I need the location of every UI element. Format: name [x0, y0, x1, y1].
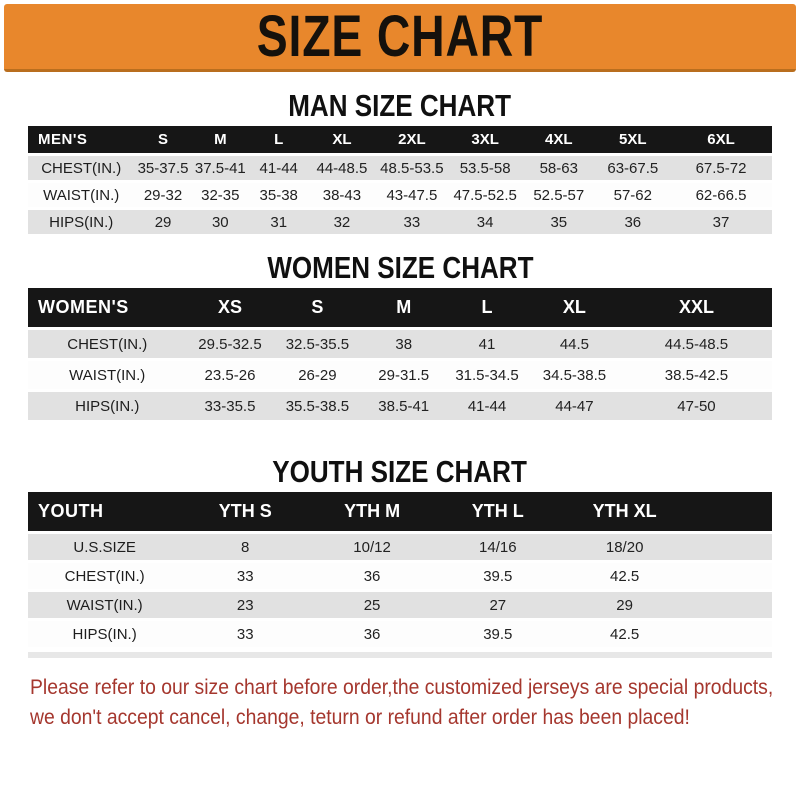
size-column-header: XL — [528, 288, 621, 327]
row-label: HIPS(IN.) — [28, 392, 186, 420]
size-cell: 31.5-34.5 — [446, 361, 528, 389]
size-cell: 43-47.5 — [375, 183, 448, 207]
table-row — [28, 361, 772, 389]
table-row — [28, 534, 772, 560]
size-cell: 25 — [309, 592, 435, 618]
size-cell: 29-31.5 — [361, 361, 446, 389]
row-label: WAIST(IN.) — [28, 592, 181, 618]
size-cell: 38-43 — [308, 183, 375, 207]
size-cell: 23.5-26 — [186, 361, 273, 389]
size-cell: 29 — [134, 210, 191, 234]
men-header-row — [28, 126, 772, 153]
table-row — [28, 563, 772, 589]
table-row — [28, 392, 772, 420]
size-column-header: 3XL — [448, 126, 522, 153]
size-column-header: L — [249, 126, 309, 153]
table-row — [28, 330, 772, 358]
size-column-header: L — [446, 288, 528, 327]
youth-size-table — [28, 489, 772, 650]
size-cell — [689, 563, 772, 589]
size-cell: 48.5-53.5 — [375, 156, 448, 180]
women-header-label: WOMEN'S — [28, 288, 186, 327]
row-label: CHEST(IN.) — [28, 330, 186, 358]
size-cell: 44.5-48.5 — [621, 330, 772, 358]
size-cell: 62-66.5 — [670, 183, 772, 207]
youth-size-chart-heading — [0, 455, 800, 489]
row-label: WAIST(IN.) — [28, 361, 186, 389]
row-label: HIPS(IN.) — [28, 210, 134, 234]
size-cell: 42.5 — [561, 621, 689, 647]
size-column-header: YTH L — [435, 492, 561, 531]
size-cell: 10/12 — [309, 534, 435, 560]
size-column-header: 6XL — [670, 126, 772, 153]
size-cell: 23 — [181, 592, 309, 618]
size-cell: 38.5-41 — [361, 392, 446, 420]
youth-table-bottom-strip — [28, 652, 772, 658]
women-size-table — [28, 285, 772, 423]
size-column-header: XL — [308, 126, 375, 153]
size-cell: 44-48.5 — [308, 156, 375, 180]
size-cell: 53.5-58 — [448, 156, 522, 180]
size-cell: 34 — [448, 210, 522, 234]
man-size-chart-heading — [0, 89, 800, 123]
banner-title: SIZE CHART — [256, 3, 544, 69]
men-size-table — [28, 123, 772, 237]
row-label: WAIST(IN.) — [28, 183, 134, 207]
size-cell: 29-32 — [134, 183, 191, 207]
size-cell: 37 — [670, 210, 772, 234]
size-cell: 47-50 — [621, 392, 772, 420]
size-cell: 36 — [596, 210, 670, 234]
size-chart-banner — [4, 4, 796, 72]
size-cell: 58-63 — [522, 156, 596, 180]
size-cell: 27 — [435, 592, 561, 618]
size-cell: 14/16 — [435, 534, 561, 560]
size-cell: 35.5-38.5 — [274, 392, 362, 420]
size-cell: 44-47 — [528, 392, 621, 420]
men-header-label: MEN'S — [28, 126, 134, 153]
women-header-row — [28, 288, 772, 327]
size-cell: 30 — [192, 210, 249, 234]
size-column-header: XS — [186, 288, 273, 327]
size-cell: 26-29 — [274, 361, 362, 389]
women-size-chart-heading — [0, 251, 800, 285]
women-size-chart-heading-text: WOMEN SIZE CHART — [266, 250, 534, 285]
size-column-header: YTH S — [181, 492, 309, 531]
size-column-header: M — [361, 288, 446, 327]
size-cell: 37.5-41 — [192, 156, 249, 180]
size-column-header: YTH M — [309, 492, 435, 531]
size-cell: 35 — [522, 210, 596, 234]
size-column-header — [689, 492, 772, 531]
size-cell: 31 — [249, 210, 309, 234]
size-cell: 36 — [309, 563, 435, 589]
size-cell: 39.5 — [435, 563, 561, 589]
size-cell: 32 — [308, 210, 375, 234]
size-cell: 41-44 — [249, 156, 309, 180]
man-size-chart-heading-text: MAN SIZE CHART — [288, 88, 512, 123]
youth-header-row — [28, 492, 772, 531]
size-column-header: S — [134, 126, 191, 153]
table-row — [28, 156, 772, 180]
row-label: CHEST(IN.) — [28, 156, 134, 180]
footer-note-line1: Please refer to our size chart before order,the customized jerseys are special products, — [30, 675, 774, 699]
size-cell — [689, 534, 772, 560]
size-cell: 34.5-38.5 — [528, 361, 621, 389]
size-cell: 36 — [309, 621, 435, 647]
youth-header-label: YOUTH — [28, 492, 181, 531]
youth-size-chart-heading-text: YOUTH SIZE CHART — [272, 454, 528, 489]
size-cell: 33 — [181, 563, 309, 589]
size-column-header: 5XL — [596, 126, 670, 153]
size-cell: 42.5 — [561, 563, 689, 589]
size-cell: 35-37.5 — [134, 156, 191, 180]
size-column-header: S — [274, 288, 362, 327]
size-cell: 52.5-57 — [522, 183, 596, 207]
table-row — [28, 210, 772, 234]
footer-note-line2: we don't accept cancel, change, teturn or refund after order has been placed! — [30, 705, 690, 729]
size-cell: 41 — [446, 330, 528, 358]
size-cell: 63-67.5 — [596, 156, 670, 180]
size-column-header: 2XL — [375, 126, 448, 153]
size-cell: 35-38 — [249, 183, 309, 207]
size-cell: 38 — [361, 330, 446, 358]
size-cell: 33-35.5 — [186, 392, 273, 420]
size-cell — [689, 621, 772, 647]
size-cell: 33 — [375, 210, 448, 234]
footer-note — [30, 672, 800, 732]
row-label: U.S.SIZE — [28, 534, 181, 560]
size-cell: 39.5 — [435, 621, 561, 647]
size-cell: 18/20 — [561, 534, 689, 560]
size-cell: 41-44 — [446, 392, 528, 420]
size-cell: 29.5-32.5 — [186, 330, 273, 358]
size-cell: 44.5 — [528, 330, 621, 358]
size-cell: 32-35 — [192, 183, 249, 207]
size-column-header: YTH XL — [561, 492, 689, 531]
row-label: HIPS(IN.) — [28, 621, 181, 647]
size-cell: 47.5-52.5 — [448, 183, 522, 207]
size-cell: 32.5-35.5 — [274, 330, 362, 358]
size-cell — [689, 592, 772, 618]
size-cell: 38.5-42.5 — [621, 361, 772, 389]
size-cell: 8 — [181, 534, 309, 560]
size-cell: 29 — [561, 592, 689, 618]
size-column-header: M — [192, 126, 249, 153]
size-column-header: XXL — [621, 288, 772, 327]
size-cell: 33 — [181, 621, 309, 647]
table-row — [28, 592, 772, 618]
table-row — [28, 621, 772, 647]
row-label: CHEST(IN.) — [28, 563, 181, 589]
table-row — [28, 183, 772, 207]
size-cell: 67.5-72 — [670, 156, 772, 180]
size-cell: 57-62 — [596, 183, 670, 207]
size-column-header: 4XL — [522, 126, 596, 153]
